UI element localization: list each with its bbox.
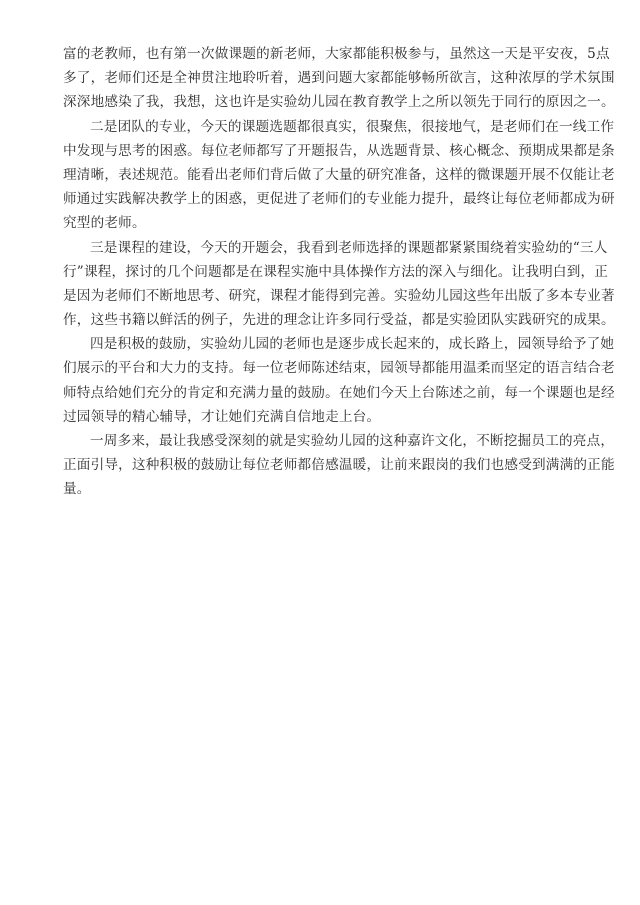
text-line: 理清晰，表述规范。能看出老师们背后做了大量的研究准备，这样的微课题开展不仅能让老	[63, 166, 615, 183]
text-line: 深深地感染了我，我想，这也许是实验幼儿园在教育教学上之所以领先于同行的原因之一。	[63, 94, 615, 111]
text-line: 过园领导的精心辅导，才让她们充满自信地走上台。	[63, 408, 381, 425]
text-line: 多了，老师们还是全神贯注地聆听着，遇到问题大家都能够畅所欲言，这种浓厚的学术氛围	[63, 70, 615, 87]
text-line: 师通过实践解决教学上的困惑，更促进了老师们的专业能力提升，最终让每位老师都成为研	[63, 191, 615, 208]
document-body	[63, 42, 615, 502]
paragraph-4	[63, 332, 615, 429]
text-line: 二是团队的专业，今天的课题选题都很真实，很聚焦，很接地气，是老师们在一线工作	[90, 118, 615, 135]
text-line: 四是积极的鼓励，实验幼儿园的老师也是逐步成长起来的，成长路上，园领导给予了她	[90, 336, 615, 353]
text-line: 行”课程，探讨的几个问题都是在课程实施中具体操作方法的深入与细化。让我明白到，正	[63, 263, 609, 280]
text-line: 一周多来，最让我感受深刻的就是实验幼儿园的这种嘉许文化，不断挖掘员工的亮点，	[90, 433, 615, 449]
text-line: 量。	[63, 481, 91, 498]
text-line: 富的老教师，也有第一次做课题的新老师，大家都能积极参与，虽然这一天是平安夜，5点	[63, 46, 610, 62]
text-line: 是因为老师们不断地思考、研究，课程才能得到完善。实验幼儿园这些年出版了多本专业著	[63, 287, 615, 304]
text-line: 作，这些书籍以鲜活的例子，先进的理念让许多同行受益，都是实验团队实践研究的成果。	[63, 312, 615, 329]
text-line: 三是课程的建设，今天的开题会，我看到老师选择的课题都紧紧围绕着实验幼的“三人	[90, 239, 608, 256]
text-line: 究型的老师。	[63, 215, 146, 232]
paragraph-3	[63, 236, 615, 333]
paragraph-5	[63, 429, 615, 502]
paragraph-2	[63, 115, 615, 236]
text-line: 们展示的平台和大力的支持。每一位老师陈述结束，园领导都能用温柔而坚定的语言结合老	[63, 360, 615, 377]
text-line: 中发现与思考的困惑。每位老师都写了开题报告，从选题背景、核心概念、预期成果都是条	[63, 142, 615, 159]
text-line: 正面引导，这种积极的鼓励让每位老师都倍感温暖，让前来跟岗的我们也感受到满满的正能	[63, 457, 615, 474]
paragraph-1	[63, 42, 615, 115]
text-line: 师特点给她们充分的肯定和充满力量的鼓励。在她们今天上台陈述之前，每一个课题也是经	[63, 384, 615, 401]
